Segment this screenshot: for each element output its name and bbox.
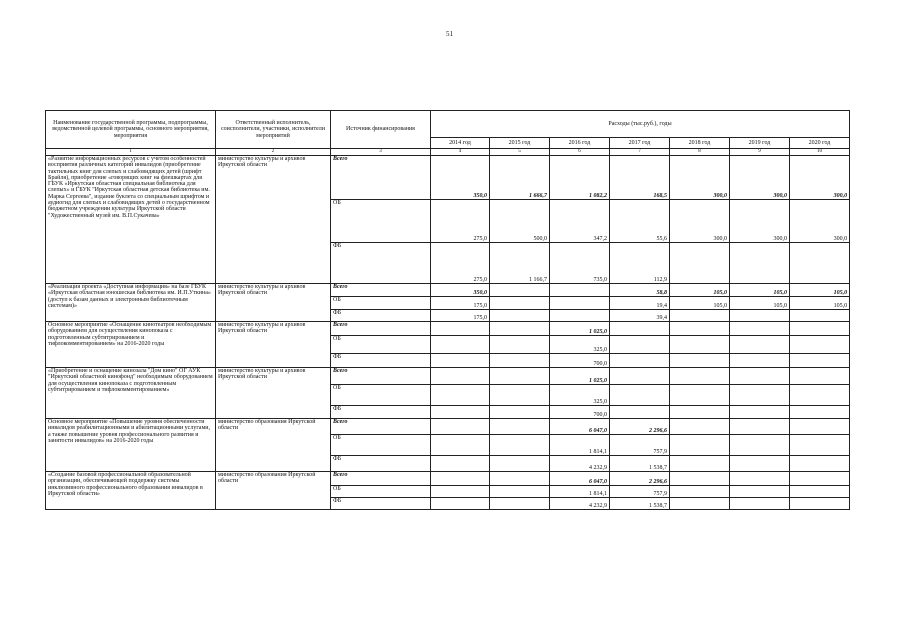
expense-value [730, 472, 790, 486]
header-col-number: 7 [610, 149, 670, 156]
expense-value [550, 297, 610, 310]
header-col-number: 9 [730, 149, 790, 156]
funding-source: ФБ [331, 354, 431, 368]
expense-value [790, 336, 850, 354]
expense-value [610, 354, 670, 368]
expense-value [790, 368, 850, 385]
expense-value: 300,0 [670, 156, 730, 200]
expense-value: 1 025,0 [550, 322, 610, 336]
row-name: «Создание базовой профессиональной образовательной организации, обеспечивающей поддержку системы инклюзивного профессионального образования инвалидов в Иркутской области» [46, 472, 216, 510]
funding-source: ФБ [331, 243, 431, 284]
expense-value [790, 354, 850, 368]
table-row [46, 156, 850, 200]
header-year: 2016 год [550, 138, 610, 149]
expense-value: 500,0 [490, 200, 550, 243]
header-col-number: 10 [790, 149, 850, 156]
expense-value: 300,0 [790, 200, 850, 243]
expense-value [431, 368, 490, 385]
expense-value [790, 406, 850, 419]
expense-value [790, 486, 850, 498]
budget-table [45, 110, 850, 510]
expense-value: 700,0 [550, 354, 610, 368]
expense-value: 325,0 [550, 385, 610, 406]
expense-value [730, 498, 790, 510]
expense-value [670, 243, 730, 284]
expense-value [431, 385, 490, 406]
header-name: Наименование государственной программы, подпрограммы, ведомственной целевой программы, основного мероприятия, мероприятия [46, 111, 216, 149]
expense-value [610, 385, 670, 406]
header-col-number: 4 [431, 149, 490, 156]
expense-value [790, 243, 850, 284]
expense-value [610, 336, 670, 354]
expense-value: 39,4 [610, 310, 670, 322]
table-row [46, 472, 850, 486]
expense-value: 6 047,0 [550, 419, 610, 435]
expense-value [670, 385, 730, 406]
expense-value: 300,0 [730, 200, 790, 243]
funding-source: Всего [331, 472, 431, 486]
expense-value [490, 456, 550, 472]
expense-value [670, 419, 730, 435]
expense-value: 350,0 [431, 284, 490, 297]
row-executor: министерство образования Иркутской области [216, 472, 331, 510]
header-col-number: 3 [331, 149, 431, 156]
expense-value: 58,8 [610, 284, 670, 297]
header-year: 2014 год [431, 138, 490, 149]
expense-value: 1 538,7 [610, 456, 670, 472]
expense-value [730, 368, 790, 385]
expense-value: 4 232,9 [550, 498, 610, 510]
expense-value [670, 486, 730, 498]
funding-source: Всего [331, 322, 431, 336]
expense-value: 757,9 [610, 435, 670, 456]
expense-value: 168,5 [610, 156, 670, 200]
header-col-number: 8 [670, 149, 730, 156]
header-year: 2020 год [790, 138, 850, 149]
row-name: Основное мероприятие «Оснащение кинотеатров необходимым оборудованием для осуществления кинопоказа с подготовленным субтитрированием и тифлокомментированием» на 2016-2020 годы [46, 322, 216, 368]
expense-value: 275,0 [431, 243, 490, 284]
funding-source: ОБ [331, 385, 431, 406]
expense-value: 347,2 [550, 200, 610, 243]
funding-source: ОБ [331, 435, 431, 456]
expense-value [490, 406, 550, 419]
expense-value: 325,0 [550, 336, 610, 354]
expense-value [730, 419, 790, 435]
expense-value [431, 419, 490, 435]
expense-value [670, 472, 730, 486]
expense-value [730, 435, 790, 456]
expense-value: 4 232,9 [550, 456, 610, 472]
expense-value: 1 538,7 [610, 498, 670, 510]
expense-value [490, 368, 550, 385]
expense-value: 300,0 [790, 156, 850, 200]
expense-value [490, 435, 550, 456]
expense-value: 1 814,1 [550, 486, 610, 498]
row-executor: министерство образования Иркутской области [216, 419, 331, 472]
expense-value [730, 486, 790, 498]
expense-value [490, 322, 550, 336]
expense-value [670, 354, 730, 368]
expense-value [730, 456, 790, 472]
expense-value: 1 814,1 [550, 435, 610, 456]
expense-value [790, 498, 850, 510]
funding-source: ОБ [331, 486, 431, 498]
expense-value [550, 310, 610, 322]
expense-value: 105,0 [730, 284, 790, 297]
expense-value: 105,0 [790, 284, 850, 297]
expense-value [790, 310, 850, 322]
expense-value [431, 322, 490, 336]
funding-source: ФБ [331, 406, 431, 419]
expense-value [490, 472, 550, 486]
expense-value [490, 284, 550, 297]
header-col-number: 1 [46, 149, 216, 156]
row-name: «Приобретение и оснащение кинозала "Дом кино" ОГ АУК "Иркутский областной кинофонд" необходимым оборудованием для осуществления кинопоказа с подготовленным субтитрированием и тифлокомментированием» [46, 368, 216, 419]
expense-value [670, 322, 730, 336]
row-executor: министерство культуры и архивов Иркутской области [216, 284, 331, 322]
expense-value [730, 406, 790, 419]
expense-value [730, 336, 790, 354]
expense-value [490, 385, 550, 406]
expense-value [730, 354, 790, 368]
expense-value: 2 296,6 [610, 472, 670, 486]
header-year: 2015 год [490, 138, 550, 149]
row-name: «Реализация проекта «Доступная информация» на базе ГБУК «Иркутская областная юношеская библиотека им. И.П.Уткина» (доступ к базам данных и электронным библиотечным системам)» [46, 284, 216, 322]
header-expenses: Расходы (тыс.руб.), годы [431, 111, 850, 138]
expense-value [431, 336, 490, 354]
funding-source: ФБ [331, 498, 431, 510]
expense-value: 175,0 [431, 310, 490, 322]
expense-value [490, 336, 550, 354]
expense-value [790, 322, 850, 336]
expense-value [490, 354, 550, 368]
page-number: 51 [446, 30, 453, 38]
expense-value [431, 435, 490, 456]
table-row [46, 284, 850, 297]
expense-value [730, 322, 790, 336]
table-row [46, 322, 850, 336]
expense-value: 1 166,7 [490, 243, 550, 284]
row-executor: министерство культуры и архивов Иркутской области [216, 368, 331, 419]
expense-value [790, 456, 850, 472]
expense-value: 105,0 [670, 297, 730, 310]
expense-value [431, 456, 490, 472]
expense-value [790, 419, 850, 435]
funding-source: Всего [331, 284, 431, 297]
expense-value: 55,6 [610, 200, 670, 243]
header-executor: Ответственный исполнитель, соисполнители, участники, исполнители мероприятий [216, 111, 331, 149]
expense-value [610, 368, 670, 385]
expense-value: 300,0 [670, 200, 730, 243]
row-executor: министерство культуры и архивов Иркутской области [216, 156, 331, 284]
expense-value [490, 297, 550, 310]
table-row [46, 368, 850, 385]
expense-value [670, 498, 730, 510]
expense-value [490, 498, 550, 510]
expense-value [610, 406, 670, 419]
expense-value [670, 435, 730, 456]
expense-value: 105,0 [730, 297, 790, 310]
header-year: 2017 год [610, 138, 670, 149]
expense-value [790, 435, 850, 456]
expense-value: 1 666,7 [490, 156, 550, 200]
expense-value: 1 082,2 [550, 156, 610, 200]
expense-value [670, 368, 730, 385]
funding-source: Всего [331, 156, 431, 200]
expense-value [790, 472, 850, 486]
expense-value [431, 498, 490, 510]
expense-value: 350,0 [431, 156, 490, 200]
header-col-number: 5 [490, 149, 550, 156]
expense-value: 275,0 [431, 200, 490, 243]
funding-source: ОБ [331, 297, 431, 310]
expense-value [730, 310, 790, 322]
funding-source: ФБ [331, 310, 431, 322]
expense-value: 19,4 [610, 297, 670, 310]
expense-value [670, 310, 730, 322]
header-col-number: 6 [550, 149, 610, 156]
funding-source: ФБ [331, 456, 431, 472]
header-col-number: 2 [216, 149, 331, 156]
funding-source: ОБ [331, 200, 431, 243]
expense-value [670, 336, 730, 354]
row-name: «Развитие информационных ресурсов с учетом особенностей восприятия различных категорий инвалидов (приобретение тактильных книг для слепых и слабовидящих детей (шрифт Брайля), приобретение «говорящих книг на флешкартах для ГБУК «Иркутская областная специальная библиотека для слепых» и ГБУК "Иркутская областная детская библиотека им. Марка Сергеева", издание буклета со специальным шрифтом и аудиогид для слепых и слабовидящих детей о государственном бюджетном учреждении культуры Иркутской области "Художественный музей им. В.П.Сукачева» [46, 156, 216, 284]
expense-value: 1 025,0 [550, 368, 610, 385]
expense-value [431, 486, 490, 498]
header-year: 2018 год [670, 138, 730, 149]
expense-value [550, 284, 610, 297]
expense-value [790, 385, 850, 406]
expense-value [490, 310, 550, 322]
header-year: 2019 год [730, 138, 790, 149]
expense-value: 2 296,6 [610, 419, 670, 435]
expense-value: 105,0 [790, 297, 850, 310]
expense-value: 6 047,0 [550, 472, 610, 486]
funding-source: Всего [331, 368, 431, 385]
header-source: Источник финансирования [331, 111, 431, 149]
row-name: Основное мероприятие «Повышение уровня обеспеченности инвалидов реабилитационными и абилитационными услугами, а также повышение уровня профессионального развития и занятости инвалидов» на 2016-2020 годы [46, 419, 216, 472]
expense-value [490, 486, 550, 498]
expense-value [490, 419, 550, 435]
expense-value: 112,9 [610, 243, 670, 284]
expense-value: 105,0 [670, 284, 730, 297]
expense-value [670, 406, 730, 419]
expense-value [730, 243, 790, 284]
expense-value [431, 472, 490, 486]
expense-value [670, 456, 730, 472]
expense-value: 300,0 [730, 156, 790, 200]
expense-value [610, 322, 670, 336]
expense-value: 735,0 [550, 243, 610, 284]
expense-value: 175,0 [431, 297, 490, 310]
funding-source: Всего [331, 419, 431, 435]
expense-value [431, 354, 490, 368]
expense-value [730, 385, 790, 406]
expense-value: 700,0 [550, 406, 610, 419]
expense-value [431, 406, 490, 419]
expense-value: 757,9 [610, 486, 670, 498]
table-row [46, 419, 850, 435]
row-executor: министерство культуры и архивов Иркутской области [216, 322, 331, 368]
funding-source: ОБ [331, 336, 431, 354]
